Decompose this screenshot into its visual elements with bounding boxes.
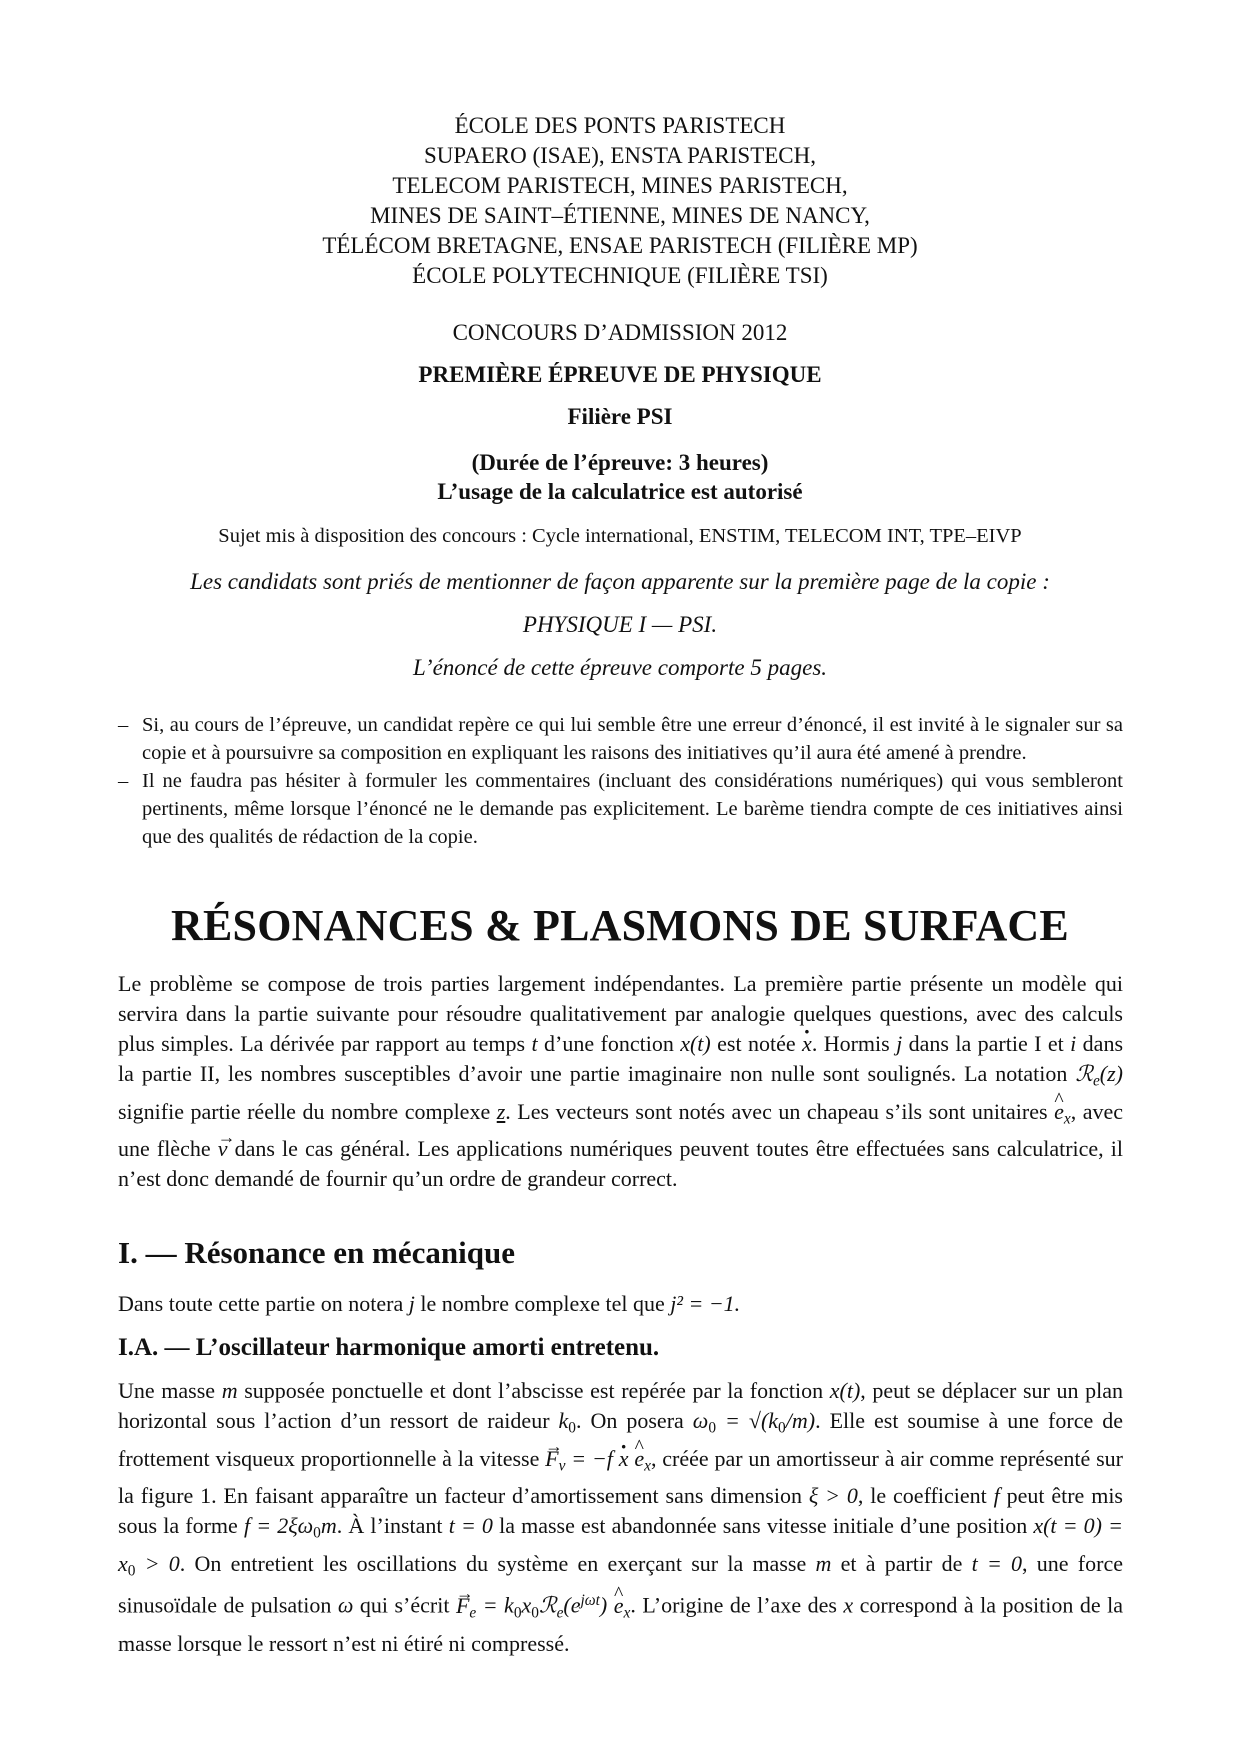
intro-text: est notée (710, 1031, 803, 1056)
problem-title: RÉSONANCES & PLASMONS DE SURFACE (171, 901, 1069, 950)
instruction-text: Il ne faudra pas hésiter à formuler les commentaires (incluant des considérations numériques) qui vous sembleront pertinents, même lorsque l’énoncé ne le demande pas explicitement. Le barème tiendra compte de ces initiatives ainsi que des qualités de rédaction de la copie. (142, 770, 1123, 848)
schools-header (0, 111, 1240, 291)
xi-condition: ξ > 0 (808, 1483, 858, 1509)
vector-v: → v (218, 1134, 228, 1164)
Fe-exponential: (e (563, 1593, 581, 1619)
duree-label: (Durée de l’épreuve: 3 heures) (471, 450, 769, 475)
x0-sub: 0 (127, 1562, 136, 1580)
var-xt: x(t) (680, 1031, 711, 1056)
equation-j: j² = −1. (670, 1291, 741, 1316)
concours-line: CONCOURS D’ADMISSION 2012 (452, 320, 788, 345)
para-text: , une force sinusoïdale de pulsation (118, 1550, 1123, 1619)
var-t: t (531, 1031, 538, 1056)
para-text: et à partir de (831, 1550, 972, 1576)
school-line: TÉLÉCOM BRETAGNE, ENSAE PARISTECH (FILIÈRE MP) (322, 233, 918, 258)
vector-Fv: → F (545, 1444, 558, 1474)
dash-bullet: – (118, 714, 129, 736)
unit-vector-sub: x (644, 1457, 651, 1475)
var-k0-sub: 0 (778, 1419, 786, 1437)
para-text: , créée par un amortisseur à air comme représenté sur la figure 1. En faisant apparaître un facteur d’amortissement sans dimension (118, 1445, 1123, 1509)
omega0-sub: 0 (313, 1524, 321, 1542)
var-i: i (1070, 1031, 1077, 1056)
filiere-label: Filière PSI (567, 404, 673, 429)
var-k0: k (558, 1408, 569, 1433)
Fe-equation: = k (476, 1593, 514, 1619)
x0-sub: 0 (531, 1604, 539, 1622)
section-text: Dans toute cette partie on notera (118, 1291, 409, 1316)
intro-text: . Les vecteurs sont notés avec un chapeau s’ils sont unitaires (505, 1098, 1055, 1124)
var-f: f (993, 1483, 1000, 1509)
Fe-exponent: jωt (580, 1592, 600, 1610)
k0-sub: 0 (513, 1604, 522, 1622)
section-intro (118, 1289, 1123, 1319)
school-line: SUPAERO (ISAE), ENSTA PARISTECH, (424, 143, 816, 168)
vector-Fe-sub: e (469, 1604, 477, 1622)
instruction-text: Si, au cours de l’épreuve, un candidat repère ce qui lui semble être une erreur d’énoncé, il est invité à le signaler sur sa copie et à poursuivre sa composition en expliquant les raisons des initiatives qu’il aura été amené à prendre. (142, 714, 1123, 764)
intro-text: signifie partie réelle du nombre complexe (118, 1098, 497, 1124)
Fe-equation-close: ) (599, 1593, 614, 1619)
code-line: PHYSIQUE I — PSI. (522, 612, 718, 637)
intro-text: dans le cas général. Les applications numériques peuvent toutes être effectuées sans calculatrice, il n’est donc demandé de fournir qu’un ordre de grandeur correct. (118, 1136, 1124, 1192)
t-zero: t = 0 (448, 1513, 493, 1539)
intro-text: , avec une flèche (118, 1098, 1124, 1162)
var-m: m (815, 1550, 832, 1576)
intro-text: d’une fonction (537, 1031, 681, 1056)
intro-text: dans la partie I et (902, 1031, 1071, 1056)
var-omega: ω (337, 1593, 354, 1619)
section-text: le nombre complexe tel que (414, 1291, 671, 1316)
epreuve-title: PREMIÈRE ÉPREUVE DE PHYSIQUE (418, 362, 822, 387)
para-text: peut être mis sous la forme (118, 1483, 1123, 1539)
instruction-item (118, 711, 1123, 767)
Fe-equation-x: x (521, 1593, 532, 1619)
omega0-equation-tail: /m) (785, 1408, 816, 1433)
para-text: . À l’instant (336, 1513, 449, 1539)
subsection-title: I.A. — L’oscillateur harmonique amorti entretenu. (118, 1334, 660, 1361)
var-xdot: · x (619, 1444, 629, 1474)
x0-equation-tail: > 0 (135, 1550, 180, 1576)
subsection-paragraph (118, 1376, 1123, 1659)
instructions-list (118, 711, 1123, 851)
para-text: supposée ponctuelle et dont l’abscisse est repérée par la fonction (237, 1378, 830, 1403)
intro-paragraph (118, 969, 1123, 1194)
omega0-equation: = √(k (716, 1408, 779, 1433)
var-xdot: · x (802, 1029, 812, 1059)
var-z-underlined: z (496, 1098, 506, 1124)
var-x: x (843, 1593, 854, 1619)
section-title: I. — Résonance en mécanique (118, 1235, 515, 1270)
intro-text: dans la partie II, les nombres susceptibles d’avoir une partie imaginaire non nulle sont soulignés. La notation (118, 1031, 1124, 1086)
school-line: ÉCOLE POLYTECHNIQUE (FILIÈRE TSI) (412, 263, 828, 288)
vector-Fe: → F (456, 1591, 469, 1621)
x0-equation: x(t = 0) = x (118, 1513, 1123, 1576)
calculatrice-label: L’usage de la calculatrice est autorisé (437, 479, 803, 504)
unit-vector-sub: x (623, 1604, 631, 1622)
var-j: j (408, 1291, 415, 1316)
var-k0-sub: 0 (568, 1419, 576, 1437)
var-xt: x(t) (829, 1378, 861, 1403)
dash-bullet: – (118, 770, 129, 792)
real-part-sub: e (556, 1604, 564, 1622)
para-text: la masse est abandonnée sans vitesse initiale d’une position (492, 1513, 1034, 1539)
Fv-equation: = −f (565, 1445, 619, 1471)
real-part-sub: e (1092, 1072, 1100, 1090)
vector-Fv-sub: v (558, 1457, 566, 1475)
f-equation-tail: m (320, 1513, 337, 1539)
f-equation: f = 2ξω (243, 1513, 314, 1539)
intro-text: Le problème se compose de trois parties largement indépendantes. La première partie présente un modèle qui servira dans la partie suivante pour résoudre qualitativement par analogie quelques questions, avec des calculs plus simples. La dérivée par rapport au temps (118, 971, 1123, 1056)
var-j: j (896, 1031, 903, 1056)
var-omega0: ω (692, 1408, 709, 1433)
para-text: qui s’écrit (353, 1593, 456, 1619)
school-line: TELECOM PARISTECH, MINES PARISTECH, (392, 173, 848, 198)
var-z: (z) (1099, 1061, 1123, 1086)
para-text: . Elle est soumise à une force de frottement visqueux proportionnelle à la vitesse (118, 1408, 1123, 1471)
real-part-symbol: ℛ (539, 1593, 557, 1619)
mention-line: Les candidats sont priés de mentionner de façon apparente sur la première page de la copie : (190, 569, 1050, 594)
real-part-symbol: ℛ (1075, 1061, 1093, 1086)
unit-vector-ex: ^ e (634, 1444, 644, 1474)
unit-vector-sub: x (1063, 1110, 1071, 1128)
unit-vector-ex: ^ e (1054, 1097, 1064, 1127)
para-text: , peut se déplacer sur un plan horizontal sous l’action d’un ressort de raideur (118, 1378, 1124, 1433)
para-text: Une masse (118, 1378, 222, 1403)
t-zero: t = 0 (971, 1550, 1023, 1576)
pages-line: L’énoncé de cette épreuve comporte 5 pages. (412, 655, 828, 680)
sujet-line: Sujet mis à disposition des concours : Cycle international, ENSTIM, TELECOM INT, TPE–EIVP (218, 525, 1022, 547)
para-text: . L’origine de l’axe des (630, 1593, 844, 1619)
school-line: MINES DE SAINT–ÉTIENNE, MINES DE NANCY, (370, 203, 870, 228)
unit-vector-ex: ^ e (614, 1591, 624, 1621)
var-m: m (221, 1378, 238, 1403)
school-line: ÉCOLE DES PONTS PARISTECH (454, 113, 786, 138)
para-text: . On entretient les oscillations du système en exerçant sur la masse (179, 1550, 816, 1576)
instruction-item (118, 767, 1123, 851)
intro-text: . Hormis (811, 1031, 897, 1056)
para-text: . On posera (575, 1408, 693, 1433)
var-omega0-sub: 0 (708, 1419, 717, 1437)
para-text: , le coefficient (857, 1483, 994, 1509)
para-text: correspond à la position de la masse lorsque le ressort n’est ni étiré ni compressé. (118, 1593, 1123, 1656)
